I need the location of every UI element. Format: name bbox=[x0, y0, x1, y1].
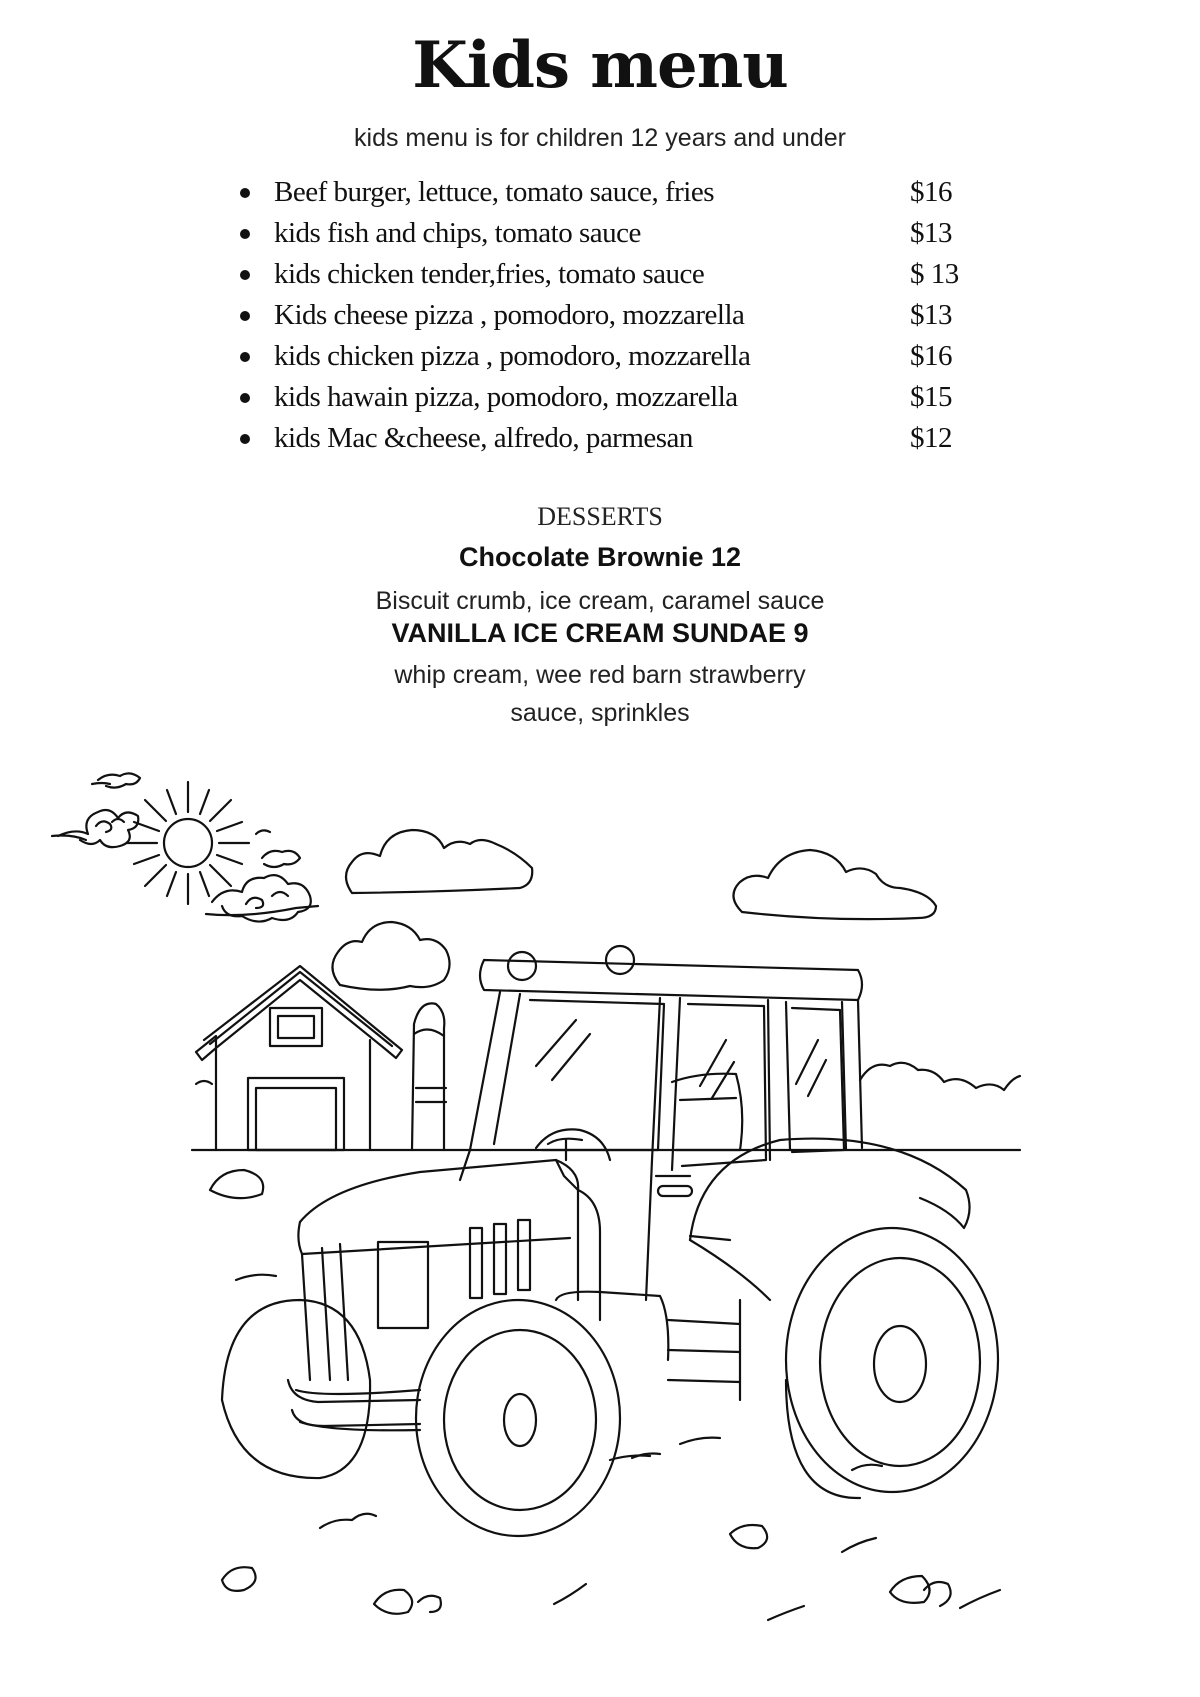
menu-item-name: Beef burger, lettuce, tomato sauce, fries bbox=[274, 176, 715, 208]
menu-item-name: Kids cheese pizza , pomodoro, mozzarella bbox=[274, 299, 745, 331]
menu-item-name: kids hawain pizza, pomodoro, mozzarella bbox=[274, 381, 738, 413]
dessert-description: whip cream, wee red barn strawberry bbox=[394, 661, 806, 689]
desserts-heading: DESSERTS bbox=[537, 502, 663, 531]
sun-icon bbox=[52, 773, 318, 921]
cloud-icon bbox=[332, 922, 449, 990]
menu-item-price: $15 bbox=[910, 381, 952, 413]
menu-subtitle: kids menu is for children 12 years and under bbox=[354, 124, 846, 152]
menu-item-price: $16 bbox=[910, 176, 952, 208]
page-title: Kids menu bbox=[412, 28, 788, 103]
menu-item-name: kids Mac &cheese, alfredo, parmesan bbox=[274, 422, 693, 454]
dessert-name: VANILLA ICE CREAM SUNDAE 9 bbox=[391, 618, 809, 648]
tractor-icon bbox=[222, 946, 998, 1536]
menu-item-name: kids chicken pizza , pomodoro, mozzarella bbox=[274, 340, 751, 372]
menu-item-price: $13 bbox=[910, 217, 952, 249]
menu-item-price: $13 bbox=[910, 299, 952, 331]
dessert-description-line-2: sauce, sprinkles bbox=[510, 699, 690, 727]
menu-item-price: $ 13 bbox=[910, 258, 959, 290]
cloud-icon bbox=[733, 850, 936, 919]
dessert-description: Biscuit crumb, ice cream, caramel sauce bbox=[375, 587, 825, 615]
ground-icon bbox=[192, 1063, 1020, 1620]
cloud-icon bbox=[346, 830, 532, 893]
menu-item-price: $16 bbox=[910, 340, 952, 372]
menu-item-name: kids fish and chips, tomato sauce bbox=[274, 217, 641, 249]
barn-icon bbox=[196, 966, 402, 1150]
menu-item-price: $12 bbox=[910, 422, 952, 454]
menu-item-name: kids chicken tender,fries, tomato sauce bbox=[274, 258, 705, 290]
dessert-name: Chocolate Brownie 12 bbox=[458, 542, 742, 572]
